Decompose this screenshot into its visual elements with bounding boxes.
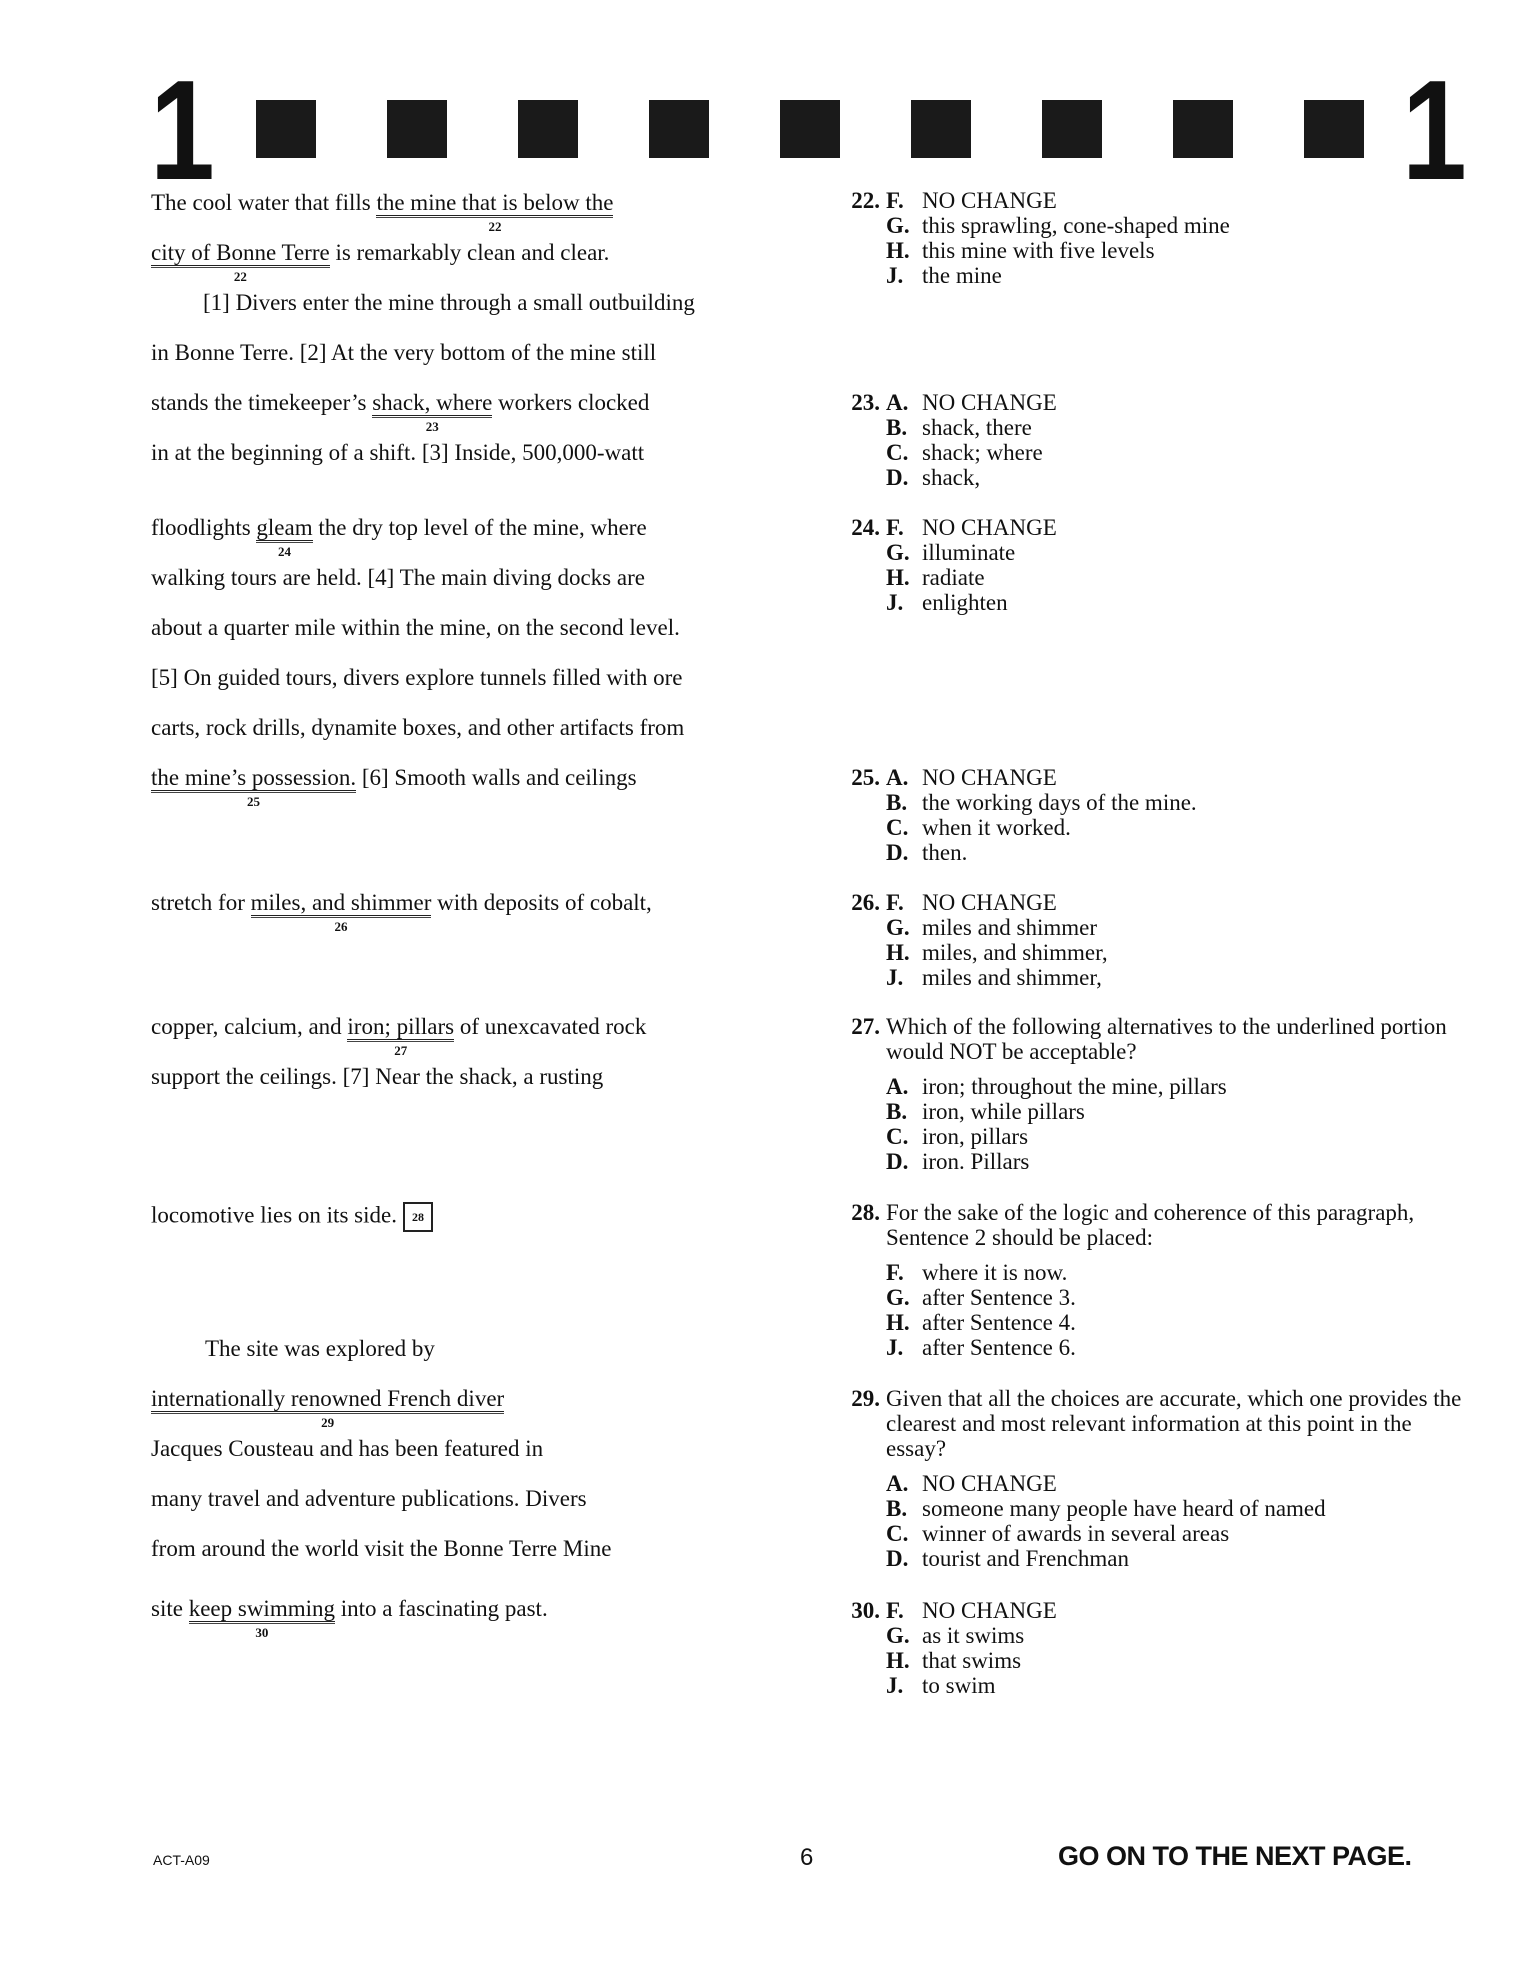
underlined-27: iron; pillars 27 — [347, 1014, 455, 1059]
question-number: 24. — [851, 515, 880, 540]
underlined-26: miles, and shimmer 26 — [250, 890, 432, 935]
option[interactable]: D. then. — [886, 840, 968, 865]
option[interactable]: H. that swims — [886, 1648, 1022, 1673]
passage-line: floodlights gleam 24 the dry top level of the mine, where — [151, 515, 647, 560]
option[interactable]: A. NO CHANGE — [886, 390, 1057, 415]
option[interactable]: D. tourist and Frenchman — [886, 1546, 1129, 1571]
question-number: 22. — [851, 188, 880, 213]
passage-line: about a quarter mile within the mine, on the second level. — [151, 615, 680, 640]
question-number: 30. — [851, 1598, 880, 1623]
underlined-22: the mine that is below the 22 — [376, 190, 614, 235]
passage-line: The site was explored by — [205, 1336, 435, 1361]
option[interactable]: A. NO CHANGE — [886, 765, 1057, 790]
passage-line: The cool water that fills the mine that is below the 22 — [151, 190, 614, 235]
header-block-bar — [256, 100, 1436, 160]
question-number: 23. — [851, 390, 880, 415]
question-number: 29. — [851, 1386, 880, 1411]
header-block — [518, 100, 578, 158]
header-block — [649, 100, 709, 158]
question-stem: For the sake of the logic and coherence of this paragraph, Sentence 2 should be placed: — [886, 1200, 1415, 1250]
header-block — [1173, 100, 1233, 158]
option[interactable]: B. iron, while pillars — [886, 1099, 1085, 1124]
question-number: 28. — [851, 1200, 880, 1225]
option[interactable]: J. enlighten — [886, 590, 1008, 615]
header-block — [1304, 100, 1364, 158]
option[interactable]: G. this sprawling, cone-shaped mine — [886, 213, 1230, 238]
passage-line: walking tours are held. [4] The main diving docks are — [151, 565, 645, 590]
header-block — [780, 100, 840, 158]
underlined-30: keep swimming 30 — [188, 1596, 335, 1641]
passage-line: in at the beginning of a shift. [3] Inside, 500,000-watt — [151, 440, 645, 465]
passage-line: Jacques Cousteau and has been featured in — [151, 1436, 544, 1461]
next-page-notice: GO ON TO THE NEXT PAGE. — [1058, 1841, 1412, 1871]
option[interactable]: B. shack, there — [886, 415, 1032, 440]
passage-line: stretch for miles, and shimmer 26 with deposits of cobalt, — [151, 890, 652, 935]
page-number: 6 — [800, 1844, 814, 1871]
option[interactable]: A. NO CHANGE — [886, 1471, 1057, 1496]
passage-line: [1] Divers enter the mine through a small outbuilding — [203, 290, 695, 315]
passage-line: the mine’s possession. 25 [6] Smooth walls and ceilings — [151, 765, 637, 810]
option[interactable]: H. after Sentence 4. — [886, 1310, 1076, 1335]
passage-line: [5] On guided tours, divers explore tunnels filled with ore — [151, 665, 683, 690]
option[interactable]: C. winner of awards in several areas — [886, 1521, 1230, 1546]
option[interactable]: C. iron, pillars — [886, 1124, 1029, 1149]
option[interactable]: H. miles, and shimmer, — [886, 940, 1108, 965]
passage-line: city of Bonne Terre 22 is remarkably clean and clear. — [151, 240, 610, 285]
underlined-22-cont: city of Bonne Terre 22 — [151, 240, 330, 285]
section-number-left: 1 — [150, 51, 215, 210]
question-stem: Given that all the choices are accurate, which one provides the clearest and most relevant information at this point in the essay? — [886, 1386, 1462, 1461]
option[interactable]: F. NO CHANGE — [886, 890, 1057, 915]
form-code: ACT-A09 — [153, 1852, 210, 1868]
option[interactable]: J. miles and shimmer, — [886, 965, 1102, 990]
header-block — [1042, 100, 1102, 158]
option[interactable]: G. after Sentence 3. — [886, 1285, 1076, 1310]
question-stem: Which of the following alternatives to the underlined portion would NOT be acceptable? — [886, 1014, 1447, 1064]
option[interactable]: B. someone many people have heard of named — [886, 1496, 1326, 1521]
option[interactable]: G. illuminate — [886, 540, 1016, 565]
passage-line: stands the timekeeper’s shack, where 23 workers clocked — [151, 390, 650, 435]
question-number: 27. — [851, 1014, 880, 1039]
underlined-25: the mine’s possession. 25 — [151, 765, 357, 810]
passage-line: carts, rock drills, dynamite boxes, and other artifacts from — [151, 715, 685, 740]
option[interactable]: A. iron; throughout the mine, pillars — [886, 1074, 1227, 1099]
option[interactable]: B. the working days of the mine. — [886, 790, 1197, 815]
option[interactable]: F. where it is now. — [886, 1260, 1068, 1285]
underlined-24: gleam 24 — [256, 515, 313, 560]
section-number-right: 1 — [1402, 51, 1467, 210]
option[interactable]: J. to swim — [886, 1673, 996, 1698]
header-block — [256, 100, 316, 158]
option[interactable]: C. shack; where — [886, 440, 1043, 465]
option[interactable]: G. miles and shimmer — [886, 915, 1098, 940]
option[interactable]: F. NO CHANGE — [886, 1598, 1057, 1623]
option[interactable]: C. when it worked. — [886, 815, 1071, 840]
passage-line: from around the world visit the Bonne Terre Mine — [151, 1536, 612, 1561]
option[interactable]: H. radiate — [886, 565, 985, 590]
passage-line: site keep swimming 30 into a fascinating past. — [151, 1596, 548, 1641]
underlined-29: internationally renowned French diver 29 — [151, 1386, 505, 1431]
question-number: 25. — [851, 765, 880, 790]
option[interactable]: F. NO CHANGE — [886, 188, 1057, 213]
question-number: 26. — [851, 890, 880, 915]
passage-line: copper, calcium, and iron; pillars 27 of unexcavated rock — [151, 1014, 647, 1059]
option[interactable]: G. as it swims — [886, 1623, 1025, 1648]
header-block — [387, 100, 447, 158]
passage-line: support the ceilings. [7] Near the shack, a rusting — [151, 1064, 604, 1089]
underlined-23: shack, where 23 — [372, 390, 493, 435]
passage-line: locomotive lies on its side. 28 — [151, 1202, 433, 1232]
option[interactable]: J. the mine — [886, 263, 1002, 288]
option[interactable]: H. this mine with five levels — [886, 238, 1155, 263]
passage-line: many travel and adventure publications. Divers — [151, 1486, 587, 1511]
question-box-28: 28 — [403, 1202, 433, 1232]
header-block — [911, 100, 971, 158]
option[interactable]: J. after Sentence 6. — [886, 1335, 1076, 1360]
option[interactable]: F. NO CHANGE — [886, 515, 1057, 540]
passage-line — [151, 1386, 505, 1431]
option[interactable]: D. iron. Pillars — [886, 1149, 1030, 1174]
passage-line: in Bonne Terre. [2] At the very bottom of the mine still — [151, 340, 657, 365]
option[interactable]: D. shack, — [886, 465, 981, 490]
